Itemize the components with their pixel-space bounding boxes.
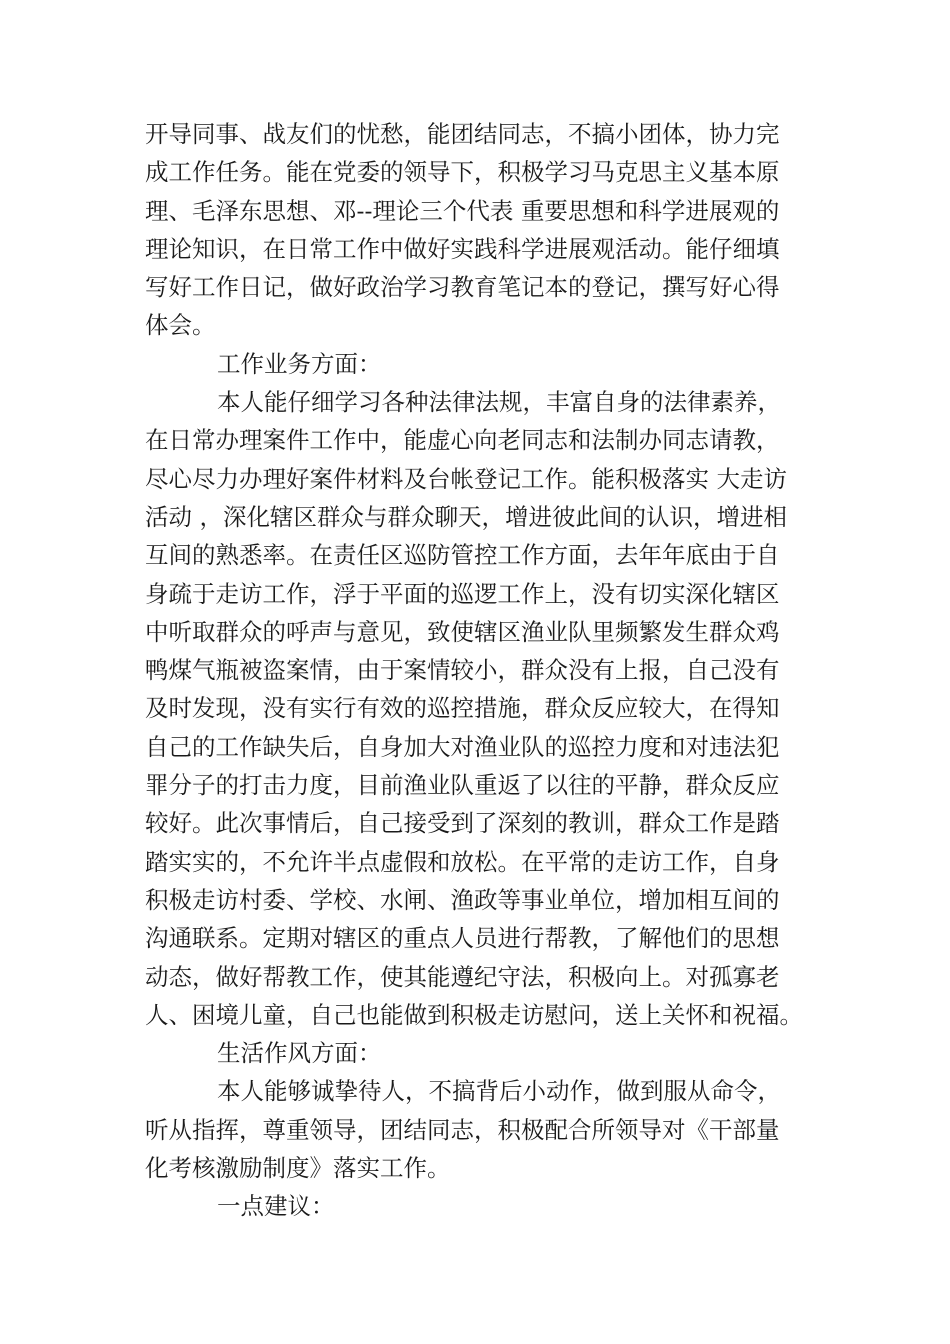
text-line: 身疏于走访工作，浮于平面的巡逻工作上，没有切实深化辖区 [145, 579, 780, 608]
text-line: 体会。 [145, 311, 216, 340]
text-line: 自己的工作缺失后，自身加大对渔业队的巡控力度和对违法犯 [145, 732, 780, 761]
text-line: 成工作任务。能在党委的领导下，积极学习马克思主义基本原 [145, 158, 780, 187]
text-line: 尽心尽力办理好案件材料及台帐登记工作。能积极落实 大走访 [145, 464, 787, 493]
text-line: 中听取群众的呼声与意见，致使辖区渔业队里频繁发生群众鸡 [145, 617, 780, 646]
section-heading-lifestyle: 生活作风方面： [217, 1039, 382, 1068]
text-line: 罪分子的打击力度，目前渔业队重返了以往的平静，群众反应 [145, 771, 780, 800]
text-line: 本人能够诚挚待人，不搞背后小动作，做到服从命令， [217, 1077, 781, 1106]
section-heading-suggestion: 一点建议： [217, 1192, 335, 1221]
text-line: 理、毛泽东思想、邓--理论三个代表 重要思想和科学进展观的 [145, 196, 780, 225]
text-line: 鸭煤气瓶被盗案情，由于案情较小，群众没有上报，自己没有 [145, 656, 780, 685]
text-line: 人、困境儿童，自己也能做到积极走访慰问，送上关怀和祝福。 [145, 1000, 803, 1029]
text-line: 沟通联系。定期对辖区的重点人员进行帮教，了解他们的思想 [145, 924, 780, 953]
text-line: 写好工作日记，做好政治学习教育笔记本的登记，撰写好心得 [145, 273, 780, 302]
text-line: 及时发现，没有实行有效的巡控措施，群众反应较大，在得知 [145, 694, 780, 723]
body-text [145, 115, 810, 1226]
text-line: 互间的熟悉率。在责任区巡防管控工作方面，去年年底由于自 [145, 541, 780, 570]
text-line: 化考核激励制度》落实工作。 [145, 1154, 451, 1183]
text-line: 理论知识，在日常工作中做好实践科学进展观活动。能仔细填 [145, 234, 780, 263]
text-line: 本人能仔细学习各种法律法规，丰富自身的法律素养， [217, 388, 781, 417]
text-line: 在日常办理案件工作中，能虚心向老同志和法制办同志请教， [145, 426, 780, 455]
text-line: 听从指挥，尊重领导，团结同志，积极配合所领导对《干部量 [145, 1115, 780, 1144]
section-heading-work: 工作业务方面： [217, 349, 382, 378]
text-line: 活动 ，深化辖区群众与群众聊天，增进彼此间的认识，增进相 [145, 502, 787, 531]
text-line: 较好。此次事情后，自己接受到了深刻的教训，群众工作是踏 [145, 809, 780, 838]
text-line: 积极走访村委、学校、水闸、渔政等事业单位，增加相互间的 [145, 885, 780, 914]
text-line: 踏实实的，不允许半点虚假和放松。在平常的走访工作，自身 [145, 847, 780, 876]
text-line: 开导同事、战友们的忧愁，能团结同志，不搞小团体，协力完 [145, 120, 780, 148]
text-line: 动态，做好帮教工作，使其能遵纪守法，积极向上。对孤寡老 [145, 962, 780, 991]
